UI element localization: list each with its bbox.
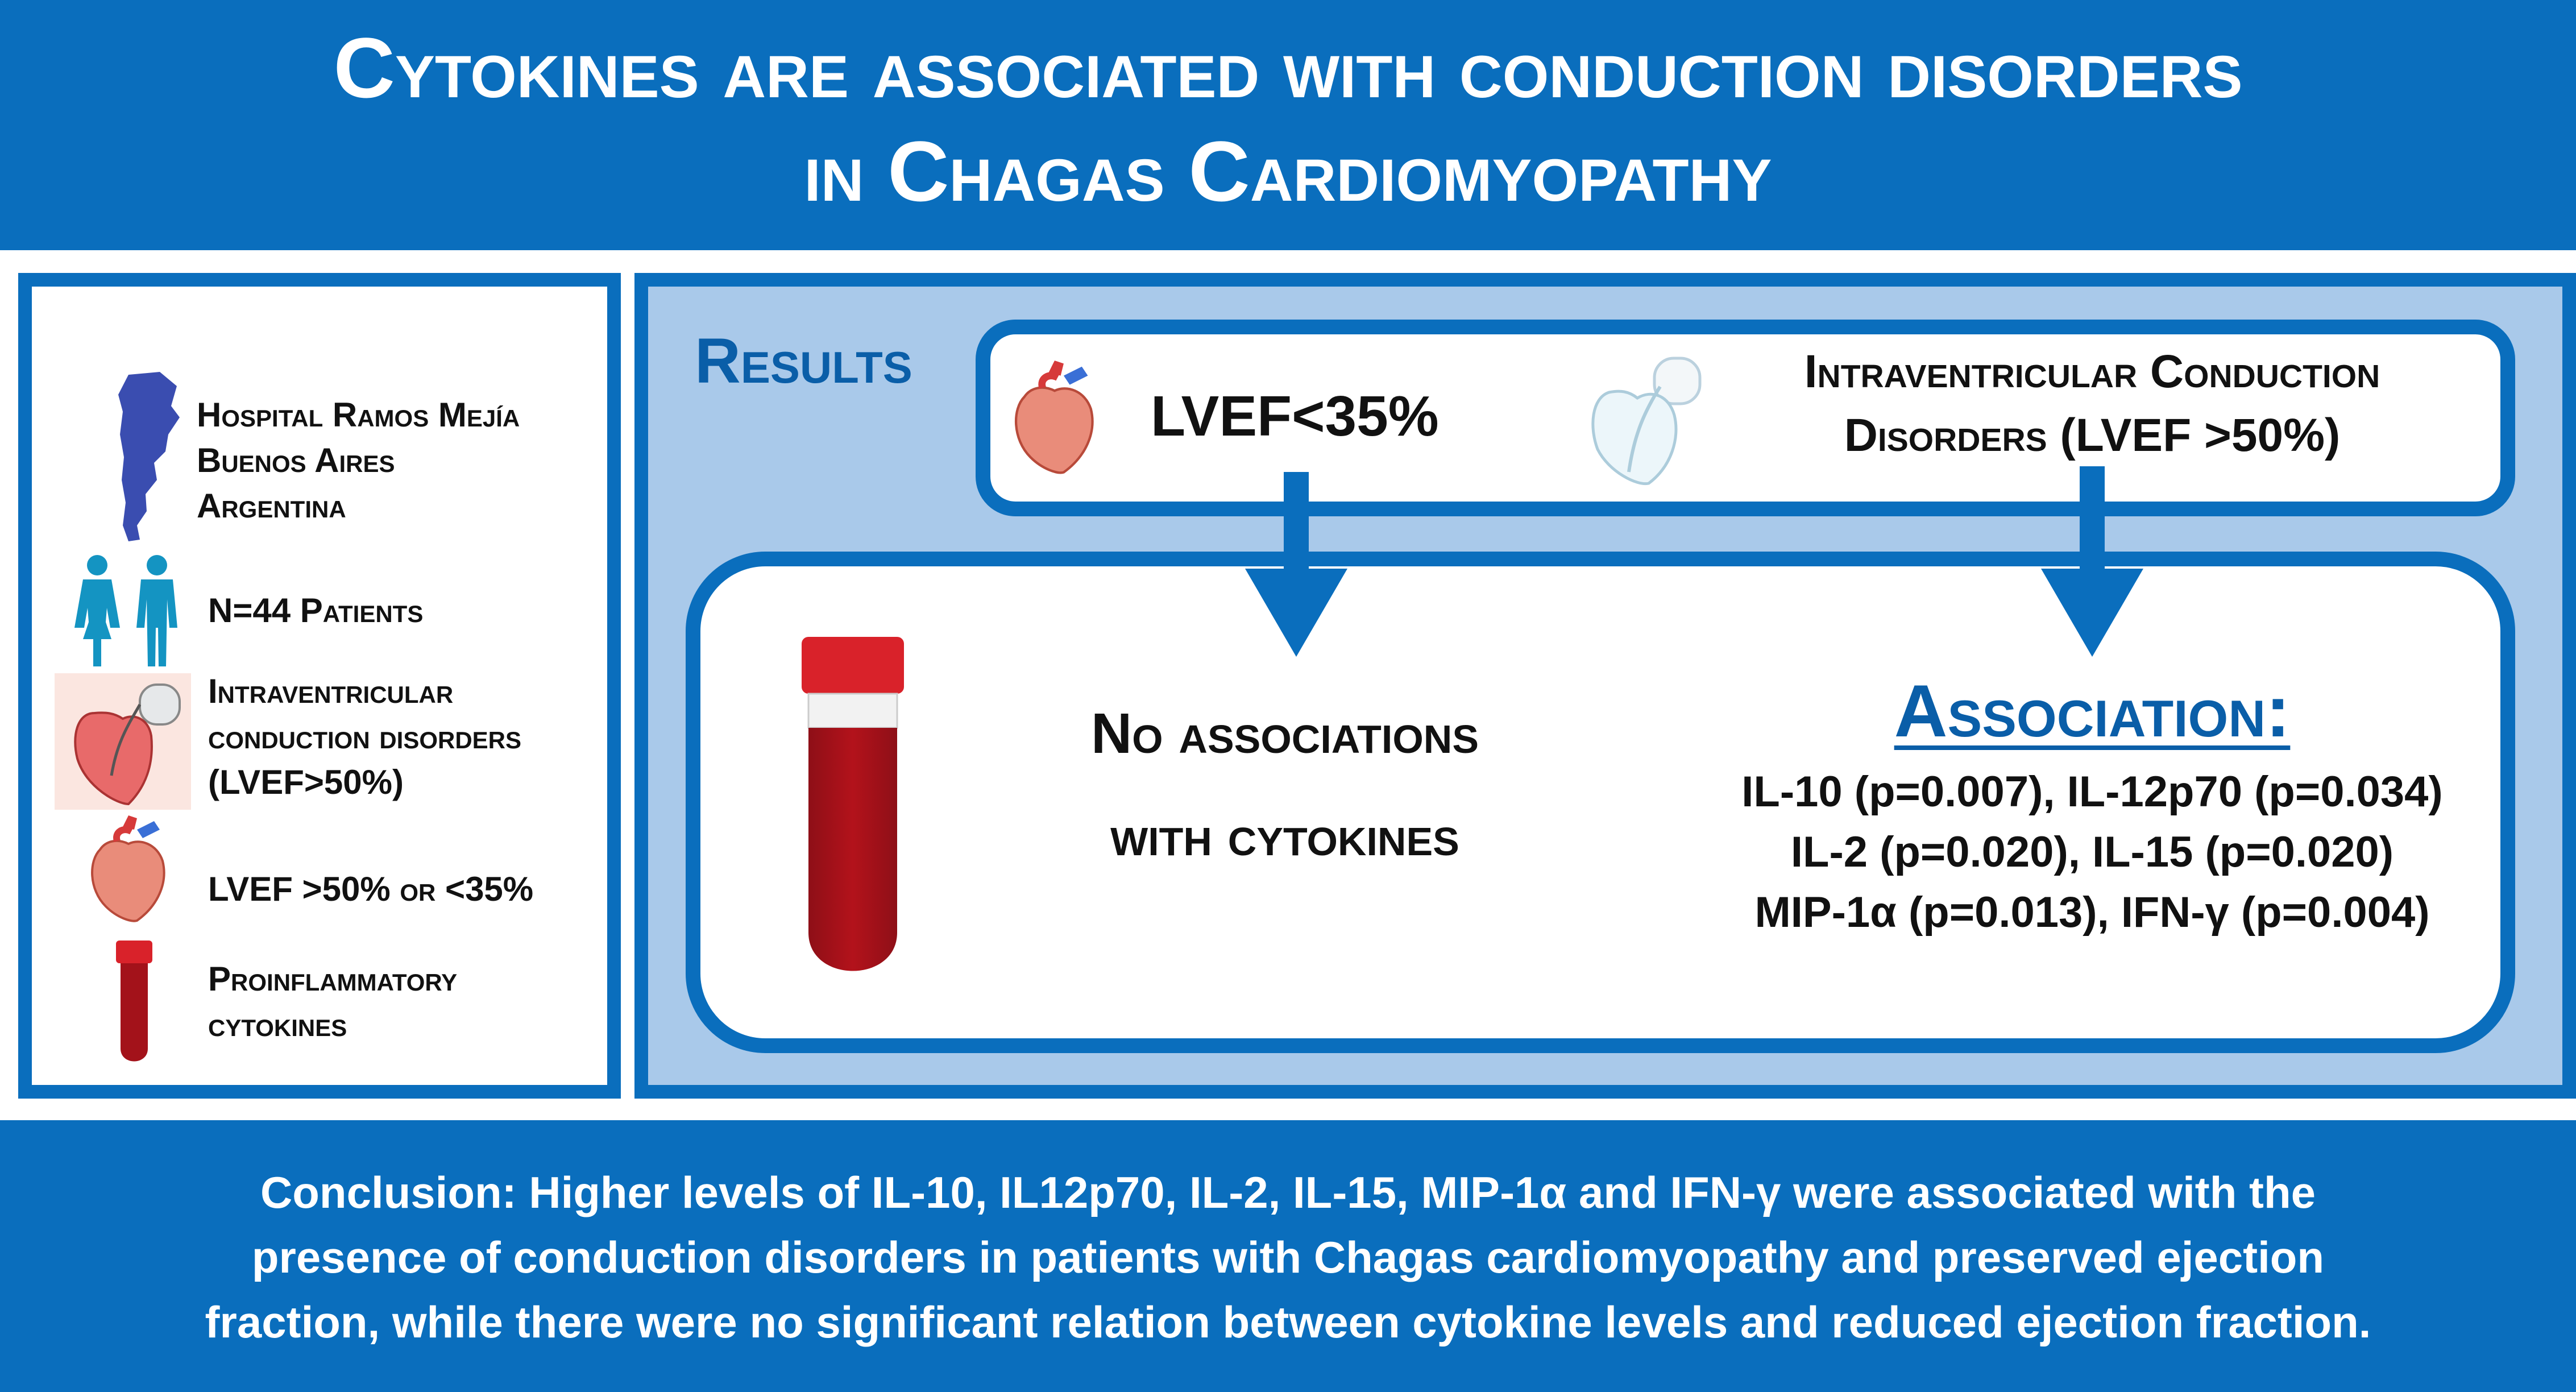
no-assoc-line-2: with cytokines [1110,804,1459,868]
icd-group-label [1728,340,2456,467]
conclusion-line-3: fraction, while there were no significant relation between cytokine levels and reduced ejection fraction. [205,1297,2371,1347]
lvef-heart-icon [1006,358,1103,478]
icd-line-1: Intraventricular [208,672,454,710]
conclusion-line-2: presence of conduction disorders in patients with Chagas cardiomyopathy and preserved ejection [251,1232,2325,1282]
arrow-down-icon [2035,466,2149,660]
patients-icon [66,554,191,668]
conduction-heart-icon [55,673,191,810]
icd-line-3: (LVEF>50%) [208,763,404,801]
association-list [1671,762,2513,943]
cytokines-line-1: Proinflammatory [208,960,458,998]
association-line-3: MIP-1α (p=0.013), IFN-γ (p=0.004) [1754,888,2430,937]
arrow-down-icon [1239,472,1353,660]
heart-icon [83,815,174,923]
hospital-line-2: Buenos Aires [197,441,395,479]
no-associations-text [1001,682,1569,887]
patients-count: N=44 Patients [208,591,424,629]
title-line-1: Cytokines are associated with conduction disorders [333,20,2243,115]
icd-label-line-1: Intraventricular Conduction [1804,346,2380,397]
title-line-2: in Chagas Cardiomyopathy [804,123,1772,219]
lvef-range: LVEF >50% or <35% [208,870,534,908]
page-title [0,16,2576,223]
icd-line-2: conduction disorders [208,718,522,756]
study-info-panel [18,273,621,1099]
hospital-line-3: Argentina [197,487,346,525]
blood-tube-icon [111,941,157,1066]
results-label: Results [695,325,912,396]
conduction-device-icon [1581,347,1706,489]
conclusion-line-1: Conclusion: Higher levels of IL-10, IL12p70, IL-2, IL-15, MIP-1α and IFN-γ were associated with the [260,1167,2316,1217]
association-title: Association: [1894,669,2291,752]
conclusion-text [57,1160,2519,1354]
association-line-1: IL-10 (p=0.007), IL-12p70 (p=0.034) [1741,768,2443,816]
argentina-map-icon [106,372,185,542]
icd-label-line-2: Disorders (LVEF >50%) [1844,409,2341,461]
hospital-line-1: Hospital Ramos Mejía [197,396,520,434]
lvef-low-label: LVEF<35% [1151,384,1439,448]
cytokines-line-2: cytokines [208,1005,347,1043]
blood-sample-tube-icon [796,637,910,978]
association-line-2: IL-2 (p=0.020), IL-15 (p=0.020) [1790,828,2394,876]
no-assoc-line-1: No associations [1090,702,1479,765]
